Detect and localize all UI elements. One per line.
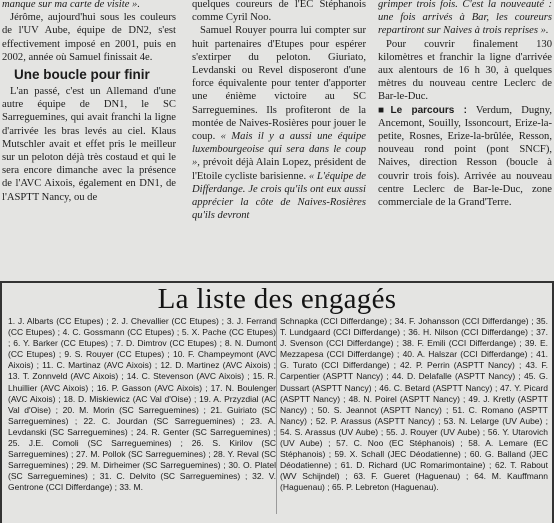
paragraph — [378, 104, 552, 210]
article-column-1 — [2, 0, 176, 204]
paragraph: quelques coureurs de l'EC Stéphanois comme Cyril Noo. — [192, 0, 366, 24]
paragraph-text: Verdum, Dugny, Ancemont, Souilly, Issoncourt, Erize-la-petite, Rosnes, Erize-la-brûlée, Resson, nouveau rond point (pont SNCF), Naives, direction Resson (boucle à couvrir trois fois). Arrivée au nouveau centre Leclerc de Bar-le-Duc, zone commerciale de la Grand'Terre. — [378, 104, 553, 209]
box-title: La liste des engagés — [157, 283, 397, 315]
paragraph: L'an passé, c'est un Allemand d'une autre équipe de DN1, le SC Sarreguemines, qui avait franchi la ligne d'arrivée les bras levés au ciel. Klaus Mutschler avait et effet pris le meilleur sur un peloton déjà très costaud et qui le sera encore dimanche avec la présence de l'AVC Aixois, également en DN1, de l'ASPTT Nancy, ou de — [2, 86, 176, 203]
entrants-list-column-1: 1. J. Albarts (CC Etupes) ; 2. J. Chevallier (CC Etupes) ; 3. J. Ferrand (CC Etupes) ; 4. C. Gossmann (CC Etupes) ; 5. X. Pache (CC Etupes) ; 6. Y. Barker (CC Etupes) ; 7. D. Dimtrov (CC Etupes) ; 8. N. Dumont (CC Etupes) ; 9. S. Rouyer (CC Etupes) ; 10. F. Champeymont (AVC Aixois) ; 11. C. Martinaz (AVC Aixois) ; 12. D. Martinez (AVC Aixois) ; 13. T. Zonnveld (AVC Aixois) ; 14. C. Stevenson (AVC Aixois) ; 15. R. Lhuillier (AVC Aixois) ; 16. P. Gasson (AVC Aixois) ; 17. N. Boulenger (AVC Aixois) ; 18. D. Miskiewicz (AC Val d'Oise) ; 19. A. Przyzdial (AC Val d'Oise) ; 20. M. Morin (SC Sarreguemines) ; 21. Guiriato (SC Sarreguemines) ; 22. C. Jourdan (SC Sarreguemines) ; 23. A. Levdanski (SC Sarreguemines) ; 24. R. Genter (SC Sarreguemines) ; 25. J.E. Comoli (SC Sarreguemines) ; 26. S. Kirilov (SC Sarreguemines) ; 27. M. Pollok (SC Sarreguemines) ; 28. Y. Reval (SC Sarreguemines) ; 29. M. Dirheimer (SC Sarreguemines) ; 30. O. Platel (SC Sarreguemines) ; 31. C. Delvito (SC Sarreguemines) ; 32. V. Gentrone (CCI Differdange) ; 33. M. — [8, 316, 276, 493]
box-left-rule — [0, 281, 2, 523]
paragraph: manque sur ma carte de visite ». — [2, 0, 140, 10]
article-column-2 — [192, 0, 366, 222]
column-divider — [276, 318, 277, 514]
paragraph-text: , prévoit déjà Alain Lopez, président de l'Etoile cycliste barisienne. — [192, 157, 366, 182]
paragraph: grimper trois fois. C'est la nouveauté : une fois arrivés à Bar, les coureurs repartiront sur Naives à trois reprises ». — [378, 0, 552, 37]
paragraph-text: Samuel Rouyer pourra lui compter sur huit partenaires d'Etupes pour espérer s'extirper du peloton. Giuriato, Levdanski ou Revel disposeront d'une force équivalente pour tenter d'apporter une énième victoire au SC Sarreguemines. Ils profiteront de la montée de Naives-Rosières pour jouer le coup. — [192, 25, 366, 143]
subheading: Une boucle pour finir — [14, 67, 150, 83]
entrants-list-column-2: Schnapka (CCI Differdange) ; 34. F. Johansson (CCI Differdange) ; 35. T. Lundgaard (CCI Differdange) ; 36. H. Nilson (CCI Differdange) ; 37. J. Svenson (CCI Differdange) ; 38. F. Emili (CCI Differdange) ; 39. E. Mezzapesa (CCI Differdange) ; 40. A. Halszar (CCI Differdange) ; 41. G. Turato (CCI Differdange) ; 42. P. Perrin (ASPTT Nancy) ; 43. F. Carpentier (ASPTT Nancy) ; 44. D. Delafalle (ASPTT Nancy) ; 45. G. Dussart (ASPTT Nancy) ; 46. C. Betard (ASPTT Nancy) ; 47. Y. Picard (ASPTT Nancy) ; 48. N. Poirel (ASPTT Nancy) ; 49. J. Kretly (ASPTT Nancy) ; 50. S. Jeannot (ASPTT Nancy) ; 51. C. Romano (ASPTT Nancy) ; 52. P. Arassus (ASPTT Nancy) ; 53. N. Lelarge (UV Aube) ; 54. S. Arassus (UV Aube) ; 55. J. Rouyer (UV Aube) ; 56. Y. Utarovich (UV Aube) ; 57. C. Noo (EC Stéphanois) ; 58. A. Lemare (EC Stéphanois) ; 59. X. Schall (JEC Déodatienne) ; 60. G. Balland (JEC Déodatienne) ; 61. D. Richard (UC Romarimontaine) ; 62. T. Rabout (WV Schijndel) ; 63. F. Gueret (Haguenau) ; 64. M. Kauffmann (Haguenau) ; 65. P. Lebreton (Haguenau). — [280, 316, 548, 493]
paragraph: Jérôme, aujourd'hui sous les couleurs de l'UV Aube, équipe de DN2, s'est effectivement imposé en 2001, puis en 2002, année où Samuel finissait 4e. — [2, 12, 176, 63]
quote: « Mais il y a aussi une équipe luxembourgeoise qui sera dans le coup » — [192, 131, 366, 169]
quote: « L'équipe de Differdange. Je crois qu'ils ont eux aussi apprécier la côte de Naives-Rosières qu'ils devront — [192, 170, 366, 222]
paragraph — [192, 24, 366, 222]
paragraph: Pour couvrir finalement 130 kilomètres et franchir la ligne d'arrivée aux alentours de 16 h 30, à quelques mètres du nouveau centre Leclerc de Bar-le-Duc. — [378, 38, 552, 103]
article-column-3 — [378, 0, 552, 209]
bullet-label: ■Le parcours : — [378, 104, 467, 116]
